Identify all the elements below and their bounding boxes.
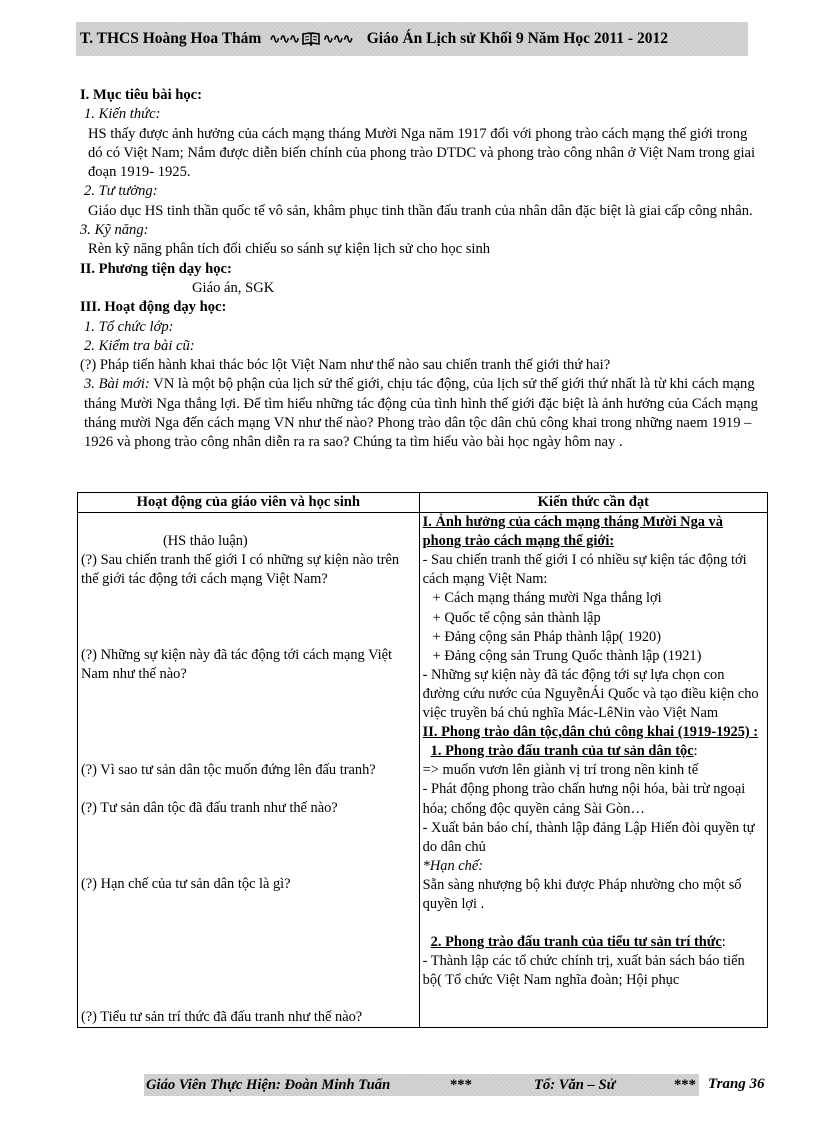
open-book-icon [302,32,320,46]
question-2: (?) Những sự kiện này đã tác động tới cách mạng Việt Nam như thế nào? [81,647,392,683]
lesson-table [77,492,768,1028]
subsection-1-punct: : [693,743,698,760]
event-item: + Quốc tế cộng sản thành lập [432,609,601,626]
motive-text: => muốn vươn lên giành vị trí trong nền kinh tế [422,762,699,779]
means-heading: II. Phương tiện dạy học: [80,260,232,277]
footer-stars-1: *** [450,1076,472,1093]
department-name: Tổ: Văn – Sử [534,1076,616,1093]
activities-heading: III. Hoạt động dạy học: [80,299,227,316]
col1-header: Hoạt động của giáo viên và học sinh [78,493,420,513]
lesson-intro [80,86,760,453]
col2-header: Kiến thức cần đạt [419,493,767,513]
petty-bourgeois-action: - Thành lập các tổ chức chính trị, xuất bản sách báo tiến bộ( Tổ chức Việt Nam nghĩa đoàn; Hội phục [422,953,745,989]
question-4: (?) Tư sản dân tộc đã đấu tranh như thế nào? [81,799,338,816]
header-ornament [269,31,352,47]
skill-heading: 3. Kỹ năng: [80,222,149,239]
event-item: + Đảng cộng sản Trung Quốc thành lập (1921) [432,647,702,664]
page-header [76,22,748,56]
subsection-1-heading [423,742,764,761]
limit-label: *Hạn chế: [422,857,484,874]
question-6: (?) Tiểu tư sản trí thức đã đấu tranh như thế nào? [81,1008,363,1025]
limit-text: Sẵn sàng nhượng bộ khi được Pháp nhường cho một số quyền lợi . [422,876,742,912]
section-1-intro: - Sau chiến tranh thế giới I có nhiều sự kiện tác động tới cách mạng Việt Nam: [422,552,747,588]
new-lesson-text: VN là một bộ phận của lịch sử thế giới, chịu tác động, của lịch sử thế giới thứ nhất là từ khi cách mạng tháng Mười Nga thắng lợi. Để tìm hiểu những tác động của tình hình thế giới đặc biệt là ảnh hưởng của Cách mạng tháng mười Nga đến cách mạng VN như thế nào? Phong trào dân tộc dân chủ công khai trong những naem 1919 – 1926 và phong trào công nhân diễn ra ra sao? Chúng ta tìm hiểu vào bài học ngày hôm nay . [84,376,758,451]
teacher-name: Giáo Viên Thực Hiện: Đoàn Minh Tuấn [146,1076,391,1093]
knowledge-heading: 1. Kiến thức: [84,106,161,123]
header-title: Giáo Án Lịch sử Khối 9 Năm Học 2011 - 2012 [366,30,668,47]
section-2-title: II. Phong trào dân tộc,dân chủ công khai (1919-1925) : [422,724,759,741]
new-lesson-heading: 3. Bài mới: [84,376,150,393]
subsection-2-title: 2. Phong trào đấu tranh của tiểu tư sản trí thức [430,934,722,951]
question-1: (?) Sau chiến tranh thế giới I có những sự kiện nào trên thế giới tác động tới cách mạng Việt Nam? [81,552,400,588]
org-heading: 1. Tổ chức lớp: [84,318,174,335]
page-number: Trang 36 [708,1076,765,1092]
subsection-2-heading [423,933,764,952]
impact-text: - Những sự kiện này đã tác động tới sự lựa chọn con đường cứu nước của NguyễnÁi Quốc và tạo điều kiện cho việc truyền bá chủ nghĩa Mác-LêNin vào Việt Nam [422,666,759,722]
section-1-title: I. Ảnh hưởng của cách mạng tháng Mười Nga và phong trào cách mạng thế giới: [422,514,723,550]
action-2: - Xuất bản báo chí, thành lập đảng Lập Hiến đòi quyền tự do dân chủ [422,819,755,855]
discussion-note: (HS thảo luận) [163,533,248,550]
thought-heading: 2. Tư tưởng: [84,183,158,200]
skill-text: Rèn kỹ năng phân tích đối chiếu so sánh sự kiện lịch sử cho học sinh [88,241,491,258]
subsection-2-punct: : [721,934,726,951]
new-lesson [80,375,760,452]
knowledge-cell [419,513,767,1028]
thought-text: Giáo dục HS tinh thần quốc tế vô sản, khâm phục tinh thần đấu tranh của nhân dân đặc biệt là giai cấp công nhân. [88,202,753,219]
ornament-right-icon: ∿∿∿ [323,31,353,46]
teacher-activities-cell [78,513,420,1028]
means-text: Giáo án, SGK [192,279,275,296]
school-name: T. THCS Hoàng Hoa Thám [80,30,262,47]
action-1: - Phát động phong trào chấn hưng nội hóa, bài trừ ngoại hóa; chống độc quyền cảng Sài Gòn… [422,781,746,817]
knowledge-text: HS thấy được ảnh hưởng của cách mạng tháng Mười Nga năm 1917 đối với phong trào cách mạng thế giới trong dó có Việt Nam; Nắm được diễn biến chính của phong trào DTDC và phong trào công nhân ở Việt Nam trong giai đoạn 1919- 1925. [88,125,756,181]
objectives-heading: I. Mục tiêu bài học: [80,87,203,103]
table-row [78,513,768,1028]
table-header-row [78,493,768,513]
ornament-left-icon: ∿∿∿ [269,31,300,46]
question-5: (?) Hạn chế của tư sản dân tộc là gì? [81,875,291,892]
event-item: + Cách mạng tháng mười Nga thắng lợi [432,590,662,607]
review-question: (?) Pháp tiến hành khai thác bóc lột Việt Nam như thế nào sau chiến tranh thế giới thứ hai? [80,357,611,374]
event-item: + Đảng cộng sản Pháp thành lập( 1920) [432,628,661,645]
question-3: (?) Vì sao tư sản dân tộc muốn đứng lên đấu tranh? [81,761,376,778]
page-footer [144,1074,699,1096]
review-heading: 2. Kiểm tra bài cũ: [84,337,195,354]
subsection-1-title: 1. Phong trào đấu tranh của tư sản dân tộc [430,743,694,760]
footer-stars-2: *** [674,1076,696,1093]
